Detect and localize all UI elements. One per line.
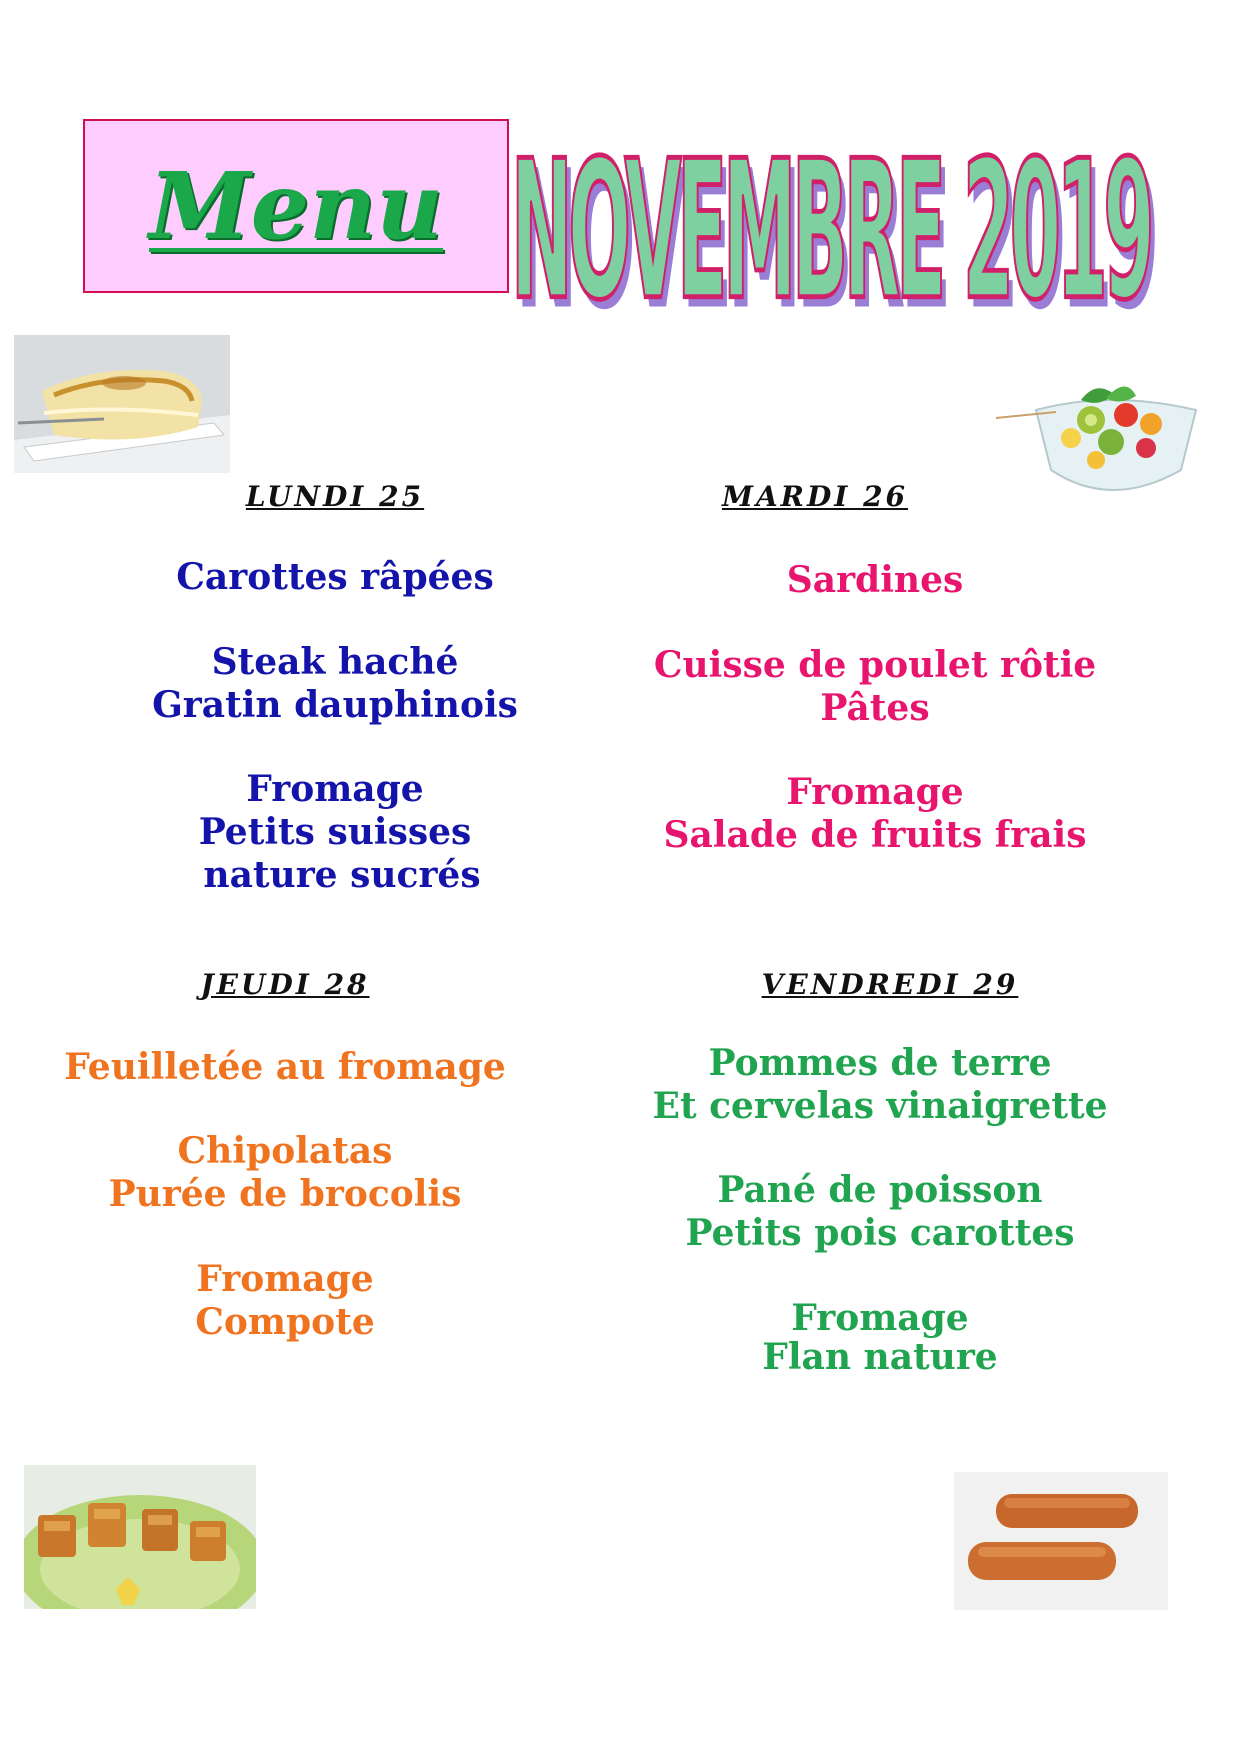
- day-heading-mardi: MARDI 26: [721, 480, 909, 513]
- jeudi-plat-1: Chipolatas: [177, 1130, 393, 1172]
- cheese-puff-pastry-photo: [24, 1465, 256, 1609]
- vendredi-entree-2: Et cervelas vinaigrette: [652, 1085, 1108, 1127]
- mardi-plat-2: Pâtes: [820, 687, 930, 729]
- jeudi-plat-2: Purée de brocolis: [108, 1173, 462, 1215]
- lundi-dessert-3: nature sucrés: [203, 854, 481, 896]
- vendredi-entree-1: Pommes de terre: [708, 1042, 1052, 1084]
- fish-sticks-photo: [954, 1472, 1168, 1610]
- vendredi-plat-1: Pané de poisson: [717, 1169, 1043, 1211]
- mardi-plat-1: Cuisse de poulet rôtie: [653, 644, 1097, 686]
- lundi-dessert-1: Fromage: [246, 768, 424, 810]
- day-heading-lundi: LUNDI 25: [245, 480, 425, 513]
- day-heading-vendredi: VENDREDI 29: [761, 968, 1019, 1001]
- month-title-text: NOVEMBRE 2019: [510, 122, 1150, 344]
- lundi-dessert-2: Petits suisses: [198, 811, 472, 853]
- lundi-plat-1: Steak haché: [211, 641, 459, 683]
- jeudi-entree: Feuilletée au fromage: [64, 1046, 506, 1088]
- menu-label-box: [83, 119, 509, 293]
- mardi-dessert-1: Fromage: [786, 771, 964, 813]
- gratin-photo: [14, 335, 230, 473]
- menu-label: Menu: [148, 152, 444, 260]
- jeudi-dessert-1: Fromage: [196, 1258, 374, 1300]
- vendredi-dessert-1: Fromage: [791, 1297, 969, 1339]
- day-heading-jeudi: JEUDI 28: [200, 968, 370, 1001]
- lundi-plat-2: Gratin dauphinois: [152, 684, 518, 726]
- month-title: [510, 118, 1150, 348]
- jeudi-dessert-2: Compote: [195, 1301, 375, 1343]
- lundi-entree: Carottes râpées: [176, 556, 494, 598]
- mardi-entree: Sardines: [786, 559, 964, 601]
- vendredi-plat-2: Petits pois carottes: [685, 1212, 1075, 1254]
- mardi-dessert-2: Salade de fruits frais: [663, 814, 1087, 856]
- fruit-salad-photo: [996, 360, 1226, 505]
- vendredi-dessert-2: Flan nature: [762, 1336, 998, 1378]
